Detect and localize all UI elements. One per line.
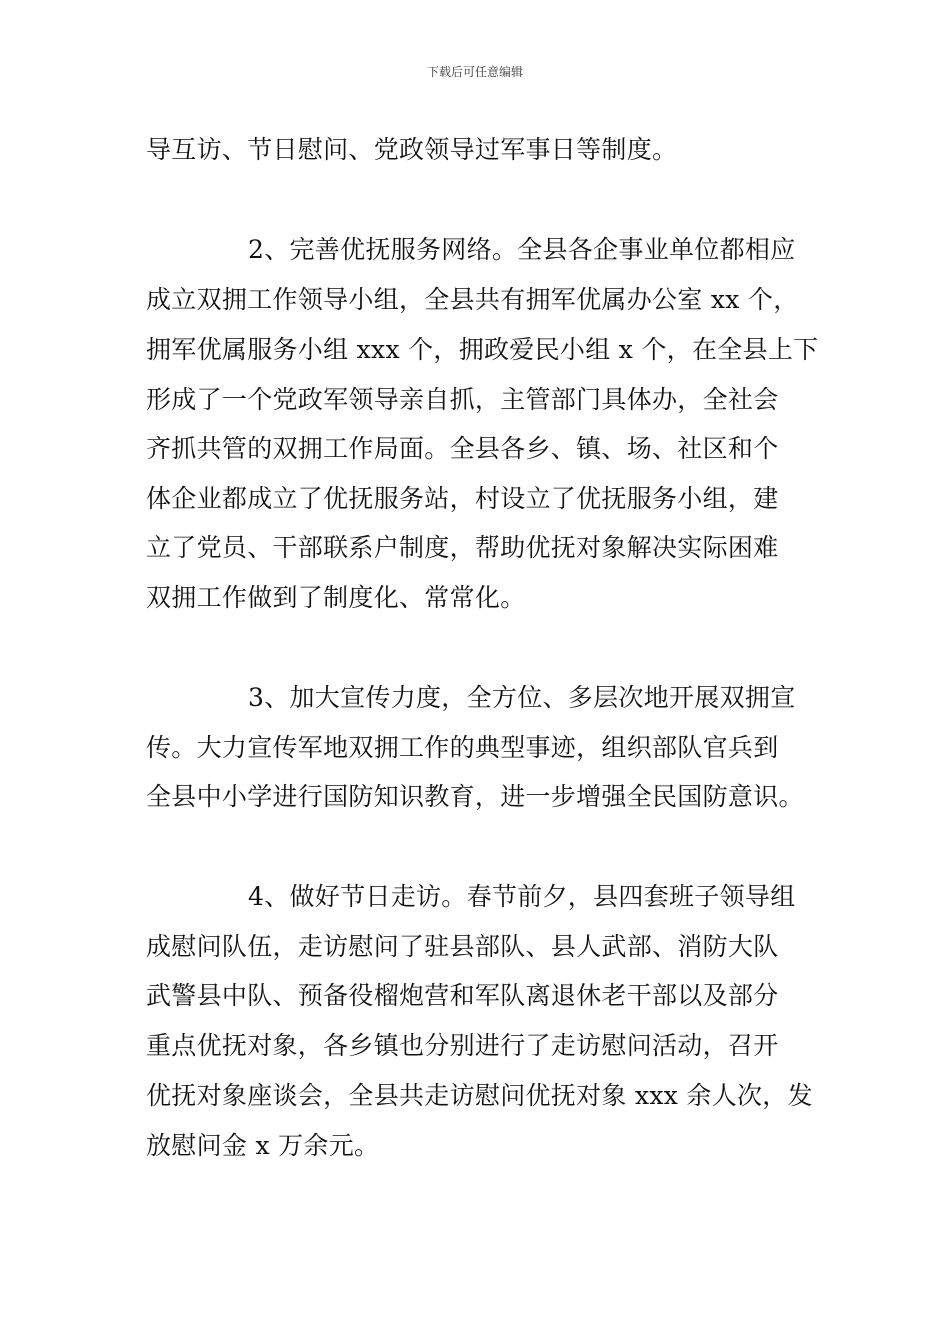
paragraph-4-line-2: 成慰问队伍，走访慰问了驻县部队、县人武部、消防大队 <box>146 932 779 961</box>
paragraph-4-line-6: 放慰问金 x 万余元。 <box>146 1131 380 1160</box>
paragraph-3-line-3: 全县中小学进行国防知识教育，进一步增强全民国防意识。 <box>146 782 804 811</box>
paragraph-2-line-4: 形成了一个党政军领导亲自抓，主管部门具体办，全社会 <box>146 385 779 414</box>
page-header-note: 下载后可任意编辑 <box>426 65 523 79</box>
paragraph-4-line-1: 4、做好节日走访。春节前夕，县四套班子领导组 <box>248 882 796 911</box>
paragraph-2-line-6: 体企业都成立了优抚服务站，村设立了优抚服务小组，建 <box>146 484 779 513</box>
paragraph-2-line-8: 双拥工作做到了制度化、常常化。 <box>146 583 526 612</box>
paragraph-4-line-3: 武警县中队、预备役榴炮营和军队离退休老干部以及部分 <box>146 981 779 1010</box>
paragraph-3-line-2: 传。大力宣传军地双拥工作的典型事迹，组织部队官兵到 <box>146 733 779 762</box>
paragraph-2-line-5: 齐抓共管的双拥工作局面。全县各乡、镇、场、社区和个 <box>146 434 779 463</box>
paragraph-2-line-1: 2、完善优抚服务网络。全县各企事业单位都相应 <box>248 235 796 264</box>
paragraph-3-line-1: 3、加大宣传力度，全方位、多层次地开展双拥宣 <box>248 683 796 712</box>
paragraph-2-line-7: 立了党员、干部联系户制度，帮助优抚对象解决实际困难 <box>146 533 779 562</box>
paragraph-4-line-5: 优抚对象座谈会，全县共走访慰问优抚对象 xxx 余人次，发 <box>146 1081 813 1110</box>
paragraph-2-line-2: 成立双拥工作领导小组，全县共有拥军优属办公室 xx 个， <box>146 285 799 314</box>
paragraph-1-line-1: 导互访、节日慰问、党政领导过军事日等制度。 <box>146 135 678 164</box>
paragraph-4-line-4: 重点优抚对象，各乡镇也分别进行了走访慰问活动，召开 <box>146 1031 779 1060</box>
paragraph-2-line-3: 拥军优属服务小组 xxx 个，拥政爱民小组 x 个，在全县上下 <box>146 335 819 364</box>
